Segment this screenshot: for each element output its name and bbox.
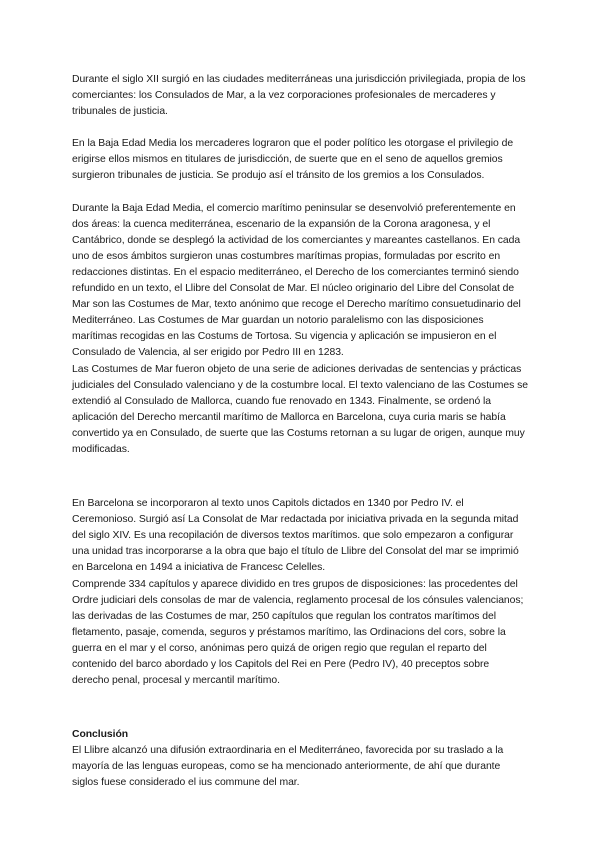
document-page <box>72 72 528 792</box>
paragraph-baja-edad-media-mercaderes: En la Baja Edad Media los mercaderes lograron que el poder político les otorgase el privilegio de erigirse ellos mismos en titulares de jurisdicción, de suerte que en el seno de aquellos gremios surgieron tribunales de justicia. Se produjo así el tránsito de los gremios a los Consulados. <box>72 138 514 182</box>
paragraph-comercio-maritimo: Durante la Baja Edad Media, el comercio marítimo peninsular se desenvolvió preferentemente en dos áreas: la cuenca mediterránea, escenario de la expansión de la Corona aragonesa, y el Cantábrico, donde se desplegó la actividad de los comerciantes y mareantes castellanos. En cada uno de esos ámbitos surgieron unas costumbres marítimas propias, formuladas por escrito en redacciones distintas. En el espacio mediterráneo, el Derecho de los comerciantes terminó siendo refundido en un texto, el Llibre del Consolat de Mar. El núcleo originario del Libre del Consolat de Mar son las Costumes de Mar, texto anónimo que recoge el Derecho marítimo consuetudinario del Mediterráneo. Las Costumes de Mar guardan un notorio paralelismo con las disposiciones marítimas recogidas en las Costums de Tortosa. Su vigencia y aplicación se impusieron en el Consulado de Valencia, al ser erigido por Pedro III en 1283. <box>72 202 521 359</box>
paragraph-barcelona-capitols: En Barcelona se incorporaron al texto unos Capitols dictados en 1340 por Pedro IV. el Ceremonioso. Surgió así La Consolat de Mar redactada por iniciativa privada en la segunda mitad del siglo XIV. Es una recopilación de diversos textos marítimos. que solo empezaron a configurar una unidad tras incorporarse a la obra que bajo el título de Llibre del Consolat del mar se imprimió en Barcelona en 1494 a iniciativa de Francesc Celelles. <box>72 498 519 574</box>
paragraph-conclusion: El Llibre alcanzó una difusión extraordinaria en el Mediterráneo, favorecida por su traslado a la mayoría de las lenguas europeas, como se ha mencionado anteriormente, de ahí que durante siglos fuese considerado el ius commune del mar. <box>72 745 504 789</box>
paragraph-costumes-de-mar: Las Costumes de Mar fueron objeto de una serie de adiciones derivadas de sentencias y prácticas judiciales del Consulado valenciano y de la costumbre local. El texto valenciano de las Costumes se extendió al Consulado de Mallorca, cuando fue renovado en 1343. Finalmente, se ordenó la aplicación del Derecho mercantil marítimo de Mallorca en Barcelona, cuya curia maris se había convertido ya en Consulado, de suerte que las Costums retornan a su lugar de origen, aunque muy modificadas. <box>72 363 528 455</box>
conclusion-heading: Conclusión <box>72 729 129 741</box>
paragraph-comprende-capitulos: Comprende 334 capítulos y aparece dividido en tres grupos de disposiciones: las procedentes del Ordre judiciari dels consolas de mar de valencia, reglamento procesal de los cónsules valencianos; las derivadas de las Costumes de mar, 250 capítulos que regulan los contratos marítimos del fletamento, pasaje, comenda, seguros y préstamos marítimo, las Ordinacions del cors, sobre la guerra en el mar y el corso, anónimas pero quizá de origen regio que regulan el reparto del contenido del barco abordado y los Capitols del Rei en Pere (Pedro IV), 40 preceptos sobre derecho penal, procesal y mercantil marítimo. <box>72 578 524 687</box>
paragraph-consulados-origin: Durante el siglo XII surgió en las ciudades mediterráneas una jurisdicción privilegiada, propia de los comerciantes: los Consulados de Mar, a la vez corporaciones profesionales de mercaderes y tribunales de justicia. <box>72 74 526 118</box>
